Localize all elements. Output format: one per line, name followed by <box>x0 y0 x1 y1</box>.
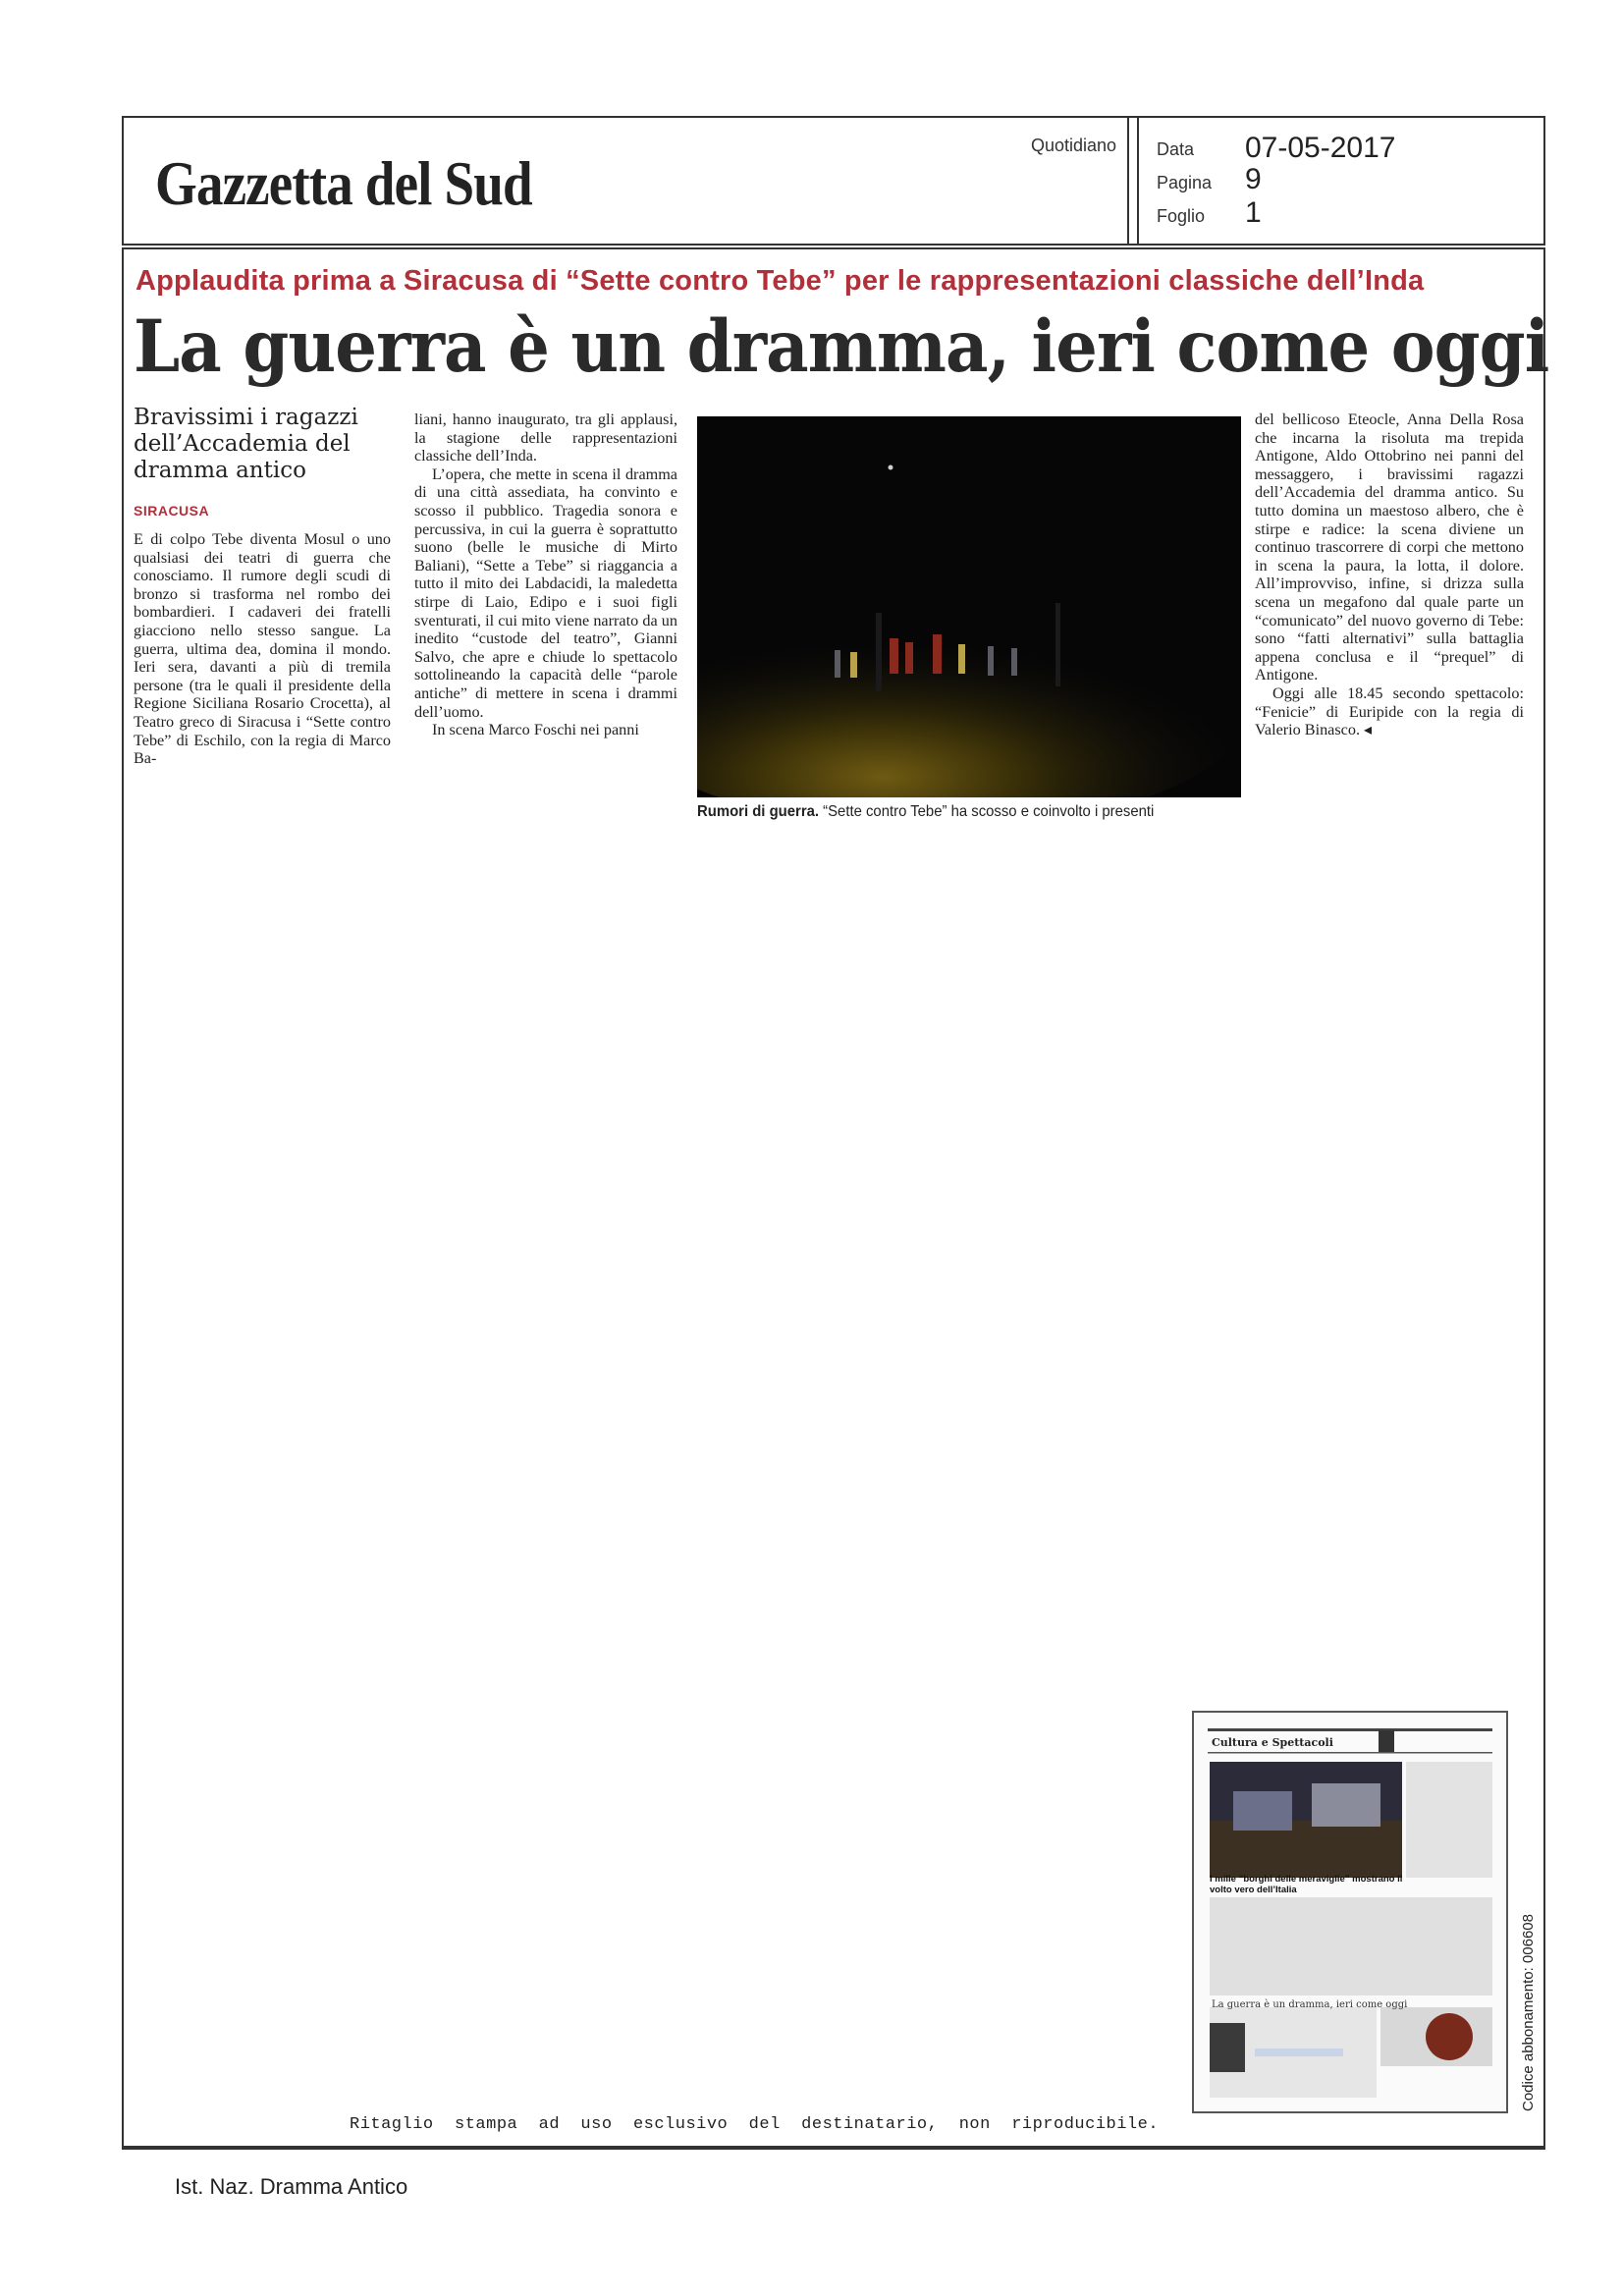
paragraph: E di colpo Tebe diventa Mosul o uno qualsiasi dei teatri di guerra che conosciamo. Il rumore degli scudi di bronzo si trasforma nel rombo dei bombardieri. I cadaveri dei fratelli giacciono nello stesso sangue. La guerra, ultima dea, domina il mondo. Ieri sera, davanti a più di tremila persone (tra le quali il presidente della Regione Siciliana Rosario Crocetta), al Teatro greco di Siracusa i “Sette contro Tebe” di Eschilo, con la regia di Marco Ba- <box>134 530 391 768</box>
article-column-3 <box>1255 410 1524 739</box>
meta-value-data: 07-05-2017 <box>1245 132 1396 164</box>
subscription-code: Codice abbonamento: 006608 <box>1520 1914 1537 2111</box>
paragraph: del bellicoso Eteocle, Anna Della Rosa che incarna la risoluta ma trepida Antigone, Aldo Ottobrino nei panni del messaggero, i bravissimi ragazzi dell’Accademia del dramma antico. Su tutto domina un maestoso albero, che è stirpe e radice: la scena diviene un continuo trascorrere di corpi che mettono in scena la paura, la lotta, il dolore. All’improvviso, infine, si drizza sulla scena un megafono dal quale parte un “comunicato” del nuovo governo di Tebe: sono “fatti alternativi” sulla battaglia appena conclusa e il “prequel” di Antigone. <box>1255 410 1524 684</box>
page-thumbnail <box>1192 1711 1508 2113</box>
newspaper-masthead: Gazzetta del Sud <box>155 148 532 218</box>
article-column-1 <box>134 530 391 768</box>
publication-type: Quotidiano <box>1031 136 1117 155</box>
thumbnail-section-title: Cultura e Spettacoli <box>1212 1736 1333 1749</box>
article-dateline: SIRACUSA <box>134 503 210 519</box>
article-column-2 <box>414 410 677 739</box>
header-divider <box>1127 116 1129 246</box>
meta-value-pagina: 9 <box>1245 163 1262 195</box>
article-kicker: Applaudita prima a Siracusa di “Sette contro Tebe” per le rappresentazioni classiche dell’Inda <box>135 265 1425 297</box>
paragraph: Oggi alle 18.45 secondo spettacolo: “Fenicie” di Euripide con la regia di Valerio Binasco. ◂ <box>1255 683 1524 739</box>
photo-caption <box>697 803 1209 821</box>
clipping-notice: Ritaglio stampa ad uso esclusivo del destinatario, non riproducibile. <box>350 2115 1160 2134</box>
meta-label-data: Data <box>1157 139 1195 159</box>
footer-rule <box>122 2148 1545 2150</box>
paragraph: In scena Marco Foschi nei panni <box>432 721 639 739</box>
article-headline: La guerra è un dramma, ieri come oggi <box>134 304 1549 389</box>
meta-value-foglio: 1 <box>1245 196 1262 229</box>
caption-text: “Sette contro Tebe” ha scosso e coinvolto i presenti <box>819 803 1155 820</box>
caption-title: Rumori di guerra. <box>697 803 820 820</box>
meta-label-pagina: Pagina <box>1157 173 1213 192</box>
thumbnail-layout-illustration <box>1194 1713 1506 2111</box>
stage-photo-illustration <box>697 416 1241 797</box>
institution-name: Ist. Naz. Dramma Antico <box>175 2174 408 2199</box>
header-divider <box>1137 116 1139 246</box>
paragraph: L’opera, che mette in scena il dramma di una città assediata, ha convinto e scosso il pubblico. Tragedia sonora e percussiva, in cui la guerra è soprattutto suono (belle le musiche di Mirto Baliani), “Sette a Tebe” si riaggancia a tutto il mito dei Labdacidi, la maledetta stirpe di Laio, Edipo e i suoi figli sventurati, il cui mito viene narrato da un inedito “custode del teatro”, Gianni Salvo, che apre e chiude lo spettacolo sottolineando la capacità delle “parole antiche” di mettere in scena i drammi dell’uomo. <box>414 465 677 721</box>
thumbnail-article-title: La guerra è un dramma, ieri come oggi <box>1212 1999 1408 2010</box>
article-photo <box>697 416 1241 797</box>
paragraph: liani, hanno inaugurato, tra gli applausi, la stagione delle rappresentazioni classiche dell’Inda. <box>414 410 677 465</box>
meta-label-foglio: Foglio <box>1157 206 1206 226</box>
thumbnail-headline: I mille “borghi delle meraviglie” mostrano il volto vero dell’Italia <box>1210 1874 1403 1895</box>
article-subhead: Bravissimi i ragazzi dell’Accademia del dramma antico <box>134 405 358 483</box>
